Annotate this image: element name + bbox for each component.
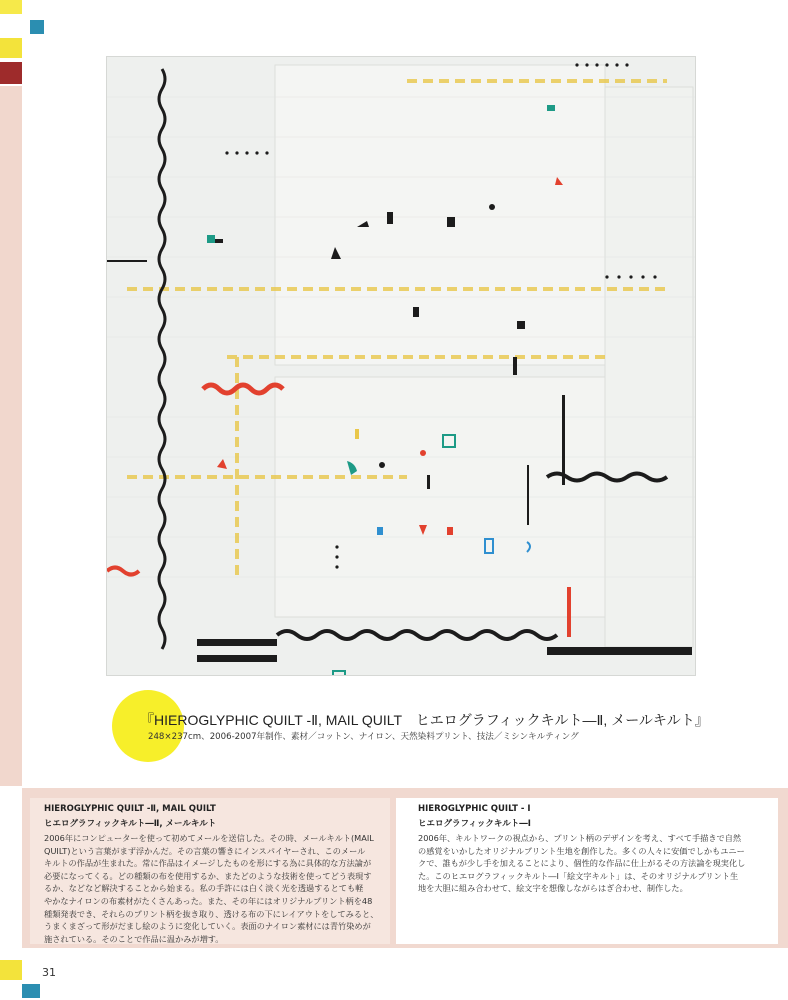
body-line: キルトの作品が生まれた。常に作品はイメージしたものを形にする為に具体的な方法論が	[44, 858, 372, 869]
body-line: るか、などなど解決することから始まる。私の手許には白く淡く光を透過するとても軽	[44, 883, 364, 894]
white-bar	[0, 14, 22, 32]
right-heading-ja: ヒエログラフィックキルト―Ⅰ	[418, 819, 531, 829]
quilt-drawing	[107, 57, 696, 676]
left-heading-en: HIEROGLYPHIC QUILT -Ⅱ, MAIL QUILT	[44, 804, 216, 814]
body-line: クで、誰もが少し手を加えることにより、個性的な作品に仕上がるその方法論を現実化し	[418, 858, 746, 869]
body-line: うまくまざって形がだまし絵のように変化していく。表面のナイロン素材には青竹染めが	[44, 921, 371, 932]
body-line: 2006年にコンピューターを使って初めてメールを送信した。その時、メールキルト(MAIL	[44, 833, 374, 843]
quilt-artwork	[106, 56, 696, 676]
left-body-text	[44, 832, 386, 945]
body-line: の感覚をいかしたオリジナルプリント生地を創作した。多くの人々に安価でしかもユニー	[418, 845, 745, 856]
maroon-bar	[0, 62, 22, 84]
pink-bar	[0, 86, 22, 786]
body-line: 施されている。そのことで作品に温かみが増す。	[44, 933, 224, 944]
body-line: やかなナイロンの布素材がたくさんあった。また、その年にはオリジナルプリント柄を48	[44, 895, 373, 906]
yellow-bar	[0, 38, 22, 58]
yellow-bar	[0, 960, 22, 980]
body-line: QUILT)という言葉がまず浮かんだ。その言葉の響きにインスパイヤーされ、このメール	[44, 845, 366, 856]
left-text-panel	[30, 798, 390, 944]
right-text-panel	[396, 798, 778, 944]
left-heading-ja: ヒエログラフィックキルト―Ⅱ, メールキルト	[44, 819, 217, 829]
body-line: 種類発表でき、それらのプリント柄を抜き取り、透ける布の下にレイアウトをしてみると、	[44, 908, 379, 919]
artwork-details: 248×237cm、2006-2007年制作、素材／コットン、ナイロン、天然染料プリント、技法／ミシンキルティング	[148, 732, 579, 742]
blue-square-mark	[30, 20, 44, 34]
body-line: 2006年、キルトワークの視点から、プリント柄のデザインを考え、すべて手描きで自然	[418, 833, 742, 843]
left-edge-color-strip	[0, 0, 22, 1000]
page-number: 31	[42, 966, 56, 979]
body-line: 必要になってくる。どの種類の布を使用するか、またどのような技術を使ってどう表現す	[44, 870, 372, 881]
right-body-text	[418, 832, 774, 895]
artwork-title: 『HIEROGLYPHIC QUILT -Ⅱ, MAIL QUILT ヒエログラフィックキルト―Ⅱ, メールキルト』	[140, 712, 709, 728]
right-heading-en: HIEROGLYPHIC QUILT - Ⅰ	[418, 804, 531, 814]
body-line: 地を大胆に組み合わせて、絵文字を想像しながらはぎ合わせ、制作した。	[418, 883, 688, 894]
body-line: た。このヒエログラフィックキルト―Ⅰ「絵文字キルト」は、そのオリジナルプリント生	[418, 870, 739, 881]
blue-square-mark	[22, 984, 40, 998]
yellow-bar	[0, 0, 22, 14]
